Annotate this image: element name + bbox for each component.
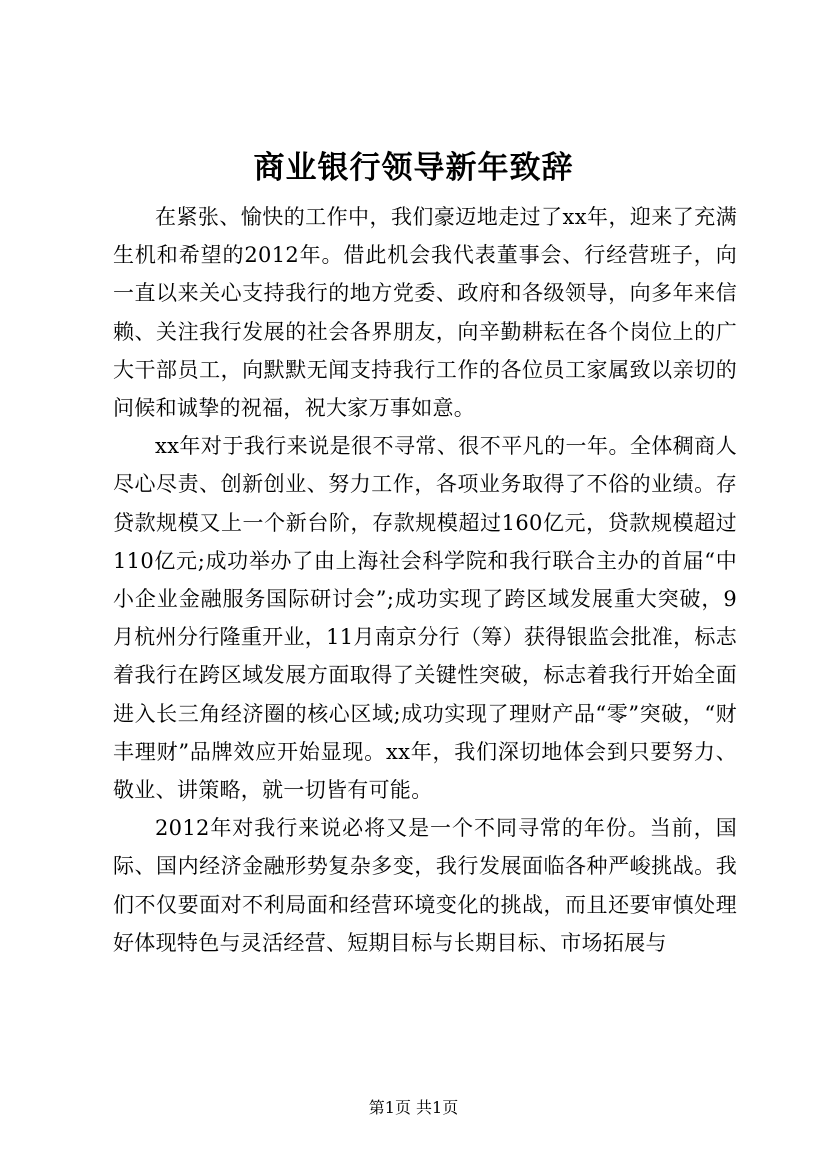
paragraph-1: 在紧张、愉快的工作中，我们豪迈地走过了xx年，迎来了充满生机和希望的2012年。借此机会我代表董事会、行经营班子，向一直以来关心支持我行的地方党委、政府和各级领导，向多年来信赖、关注我行发展的社会各界朋友，向辛勤耕耘在各个岗位上的广大干部员工，向默默无闻支持我行工作的各位员工家属致以亲切的问候和诚挚的祝福，祝大家万事如意。 [113, 205, 737, 421]
document-body [113, 198, 737, 962]
paragraph-2: xx年对于我行来说是很不寻常、很不平凡的一年。全体稠商人尽心尽责、创新创业、努力工作，各项业务取得了不俗的业绩。存贷款规模又上一个新台阶，存款规模超过160亿元，贷款规模超过110亿元;成功举办了由上海社会科学院和我行联合主办的首届“中小企业金融服务国际研讨会”;成功实现了跨区域发展重大突破，9月杭州分行隆重开业，11月南京分行（筹）获得银监会批准，标志着我行在跨区域发展方面取得了关键性突破，标志着我行开始全面进入长三角经济圈的核心区域;成功实现了理财产品“零”突破，“财丰理财”品牌效应开始显现。xx年，我们深切地体会到只要努力、敬业、讲策略，就一切皆有可能。 [113, 434, 737, 803]
paragraph-3: 2012年对我行来说必将又是一个不同寻常的年份。当前，国际、国内经济金融形势复杂多变，我行发展面临各种严峻挑战。我们不仅要面对不利局面和经营环境变化的挑战，而且还要审慎处理好体现特色与灵活经营、短期目标与长期目标、市场拓展与 [113, 816, 737, 955]
page-footer: 第1页 共1页 [368, 1098, 459, 1117]
document-title: 商业银行领导新年致辞 [253, 150, 574, 186]
